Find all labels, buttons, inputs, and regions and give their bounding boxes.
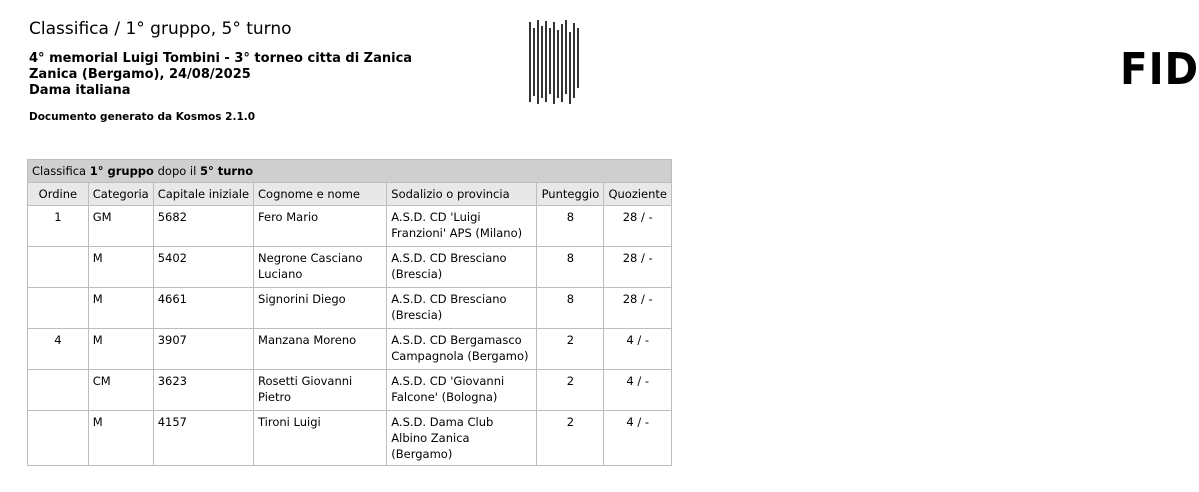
cell-sodalizio: A.S.D. CD Bresciano (Brescia) [387, 288, 537, 329]
fid-logo-text: FID [1120, 44, 1199, 95]
cell-quoziente: 28 / - [604, 247, 672, 288]
table-row [28, 411, 672, 466]
cell-categoria: M [88, 411, 153, 466]
cell-categoria: M [88, 329, 153, 370]
cell-capitale: 5682 [153, 206, 253, 247]
cell-punteggio: 8 [537, 247, 604, 288]
cell-sodalizio: A.S.D. CD Bresciano (Brescia) [387, 247, 537, 288]
cell-nome: Rosetti Giovanni Pietro [254, 370, 387, 411]
event-name: 4° memorial Luigi Tombini - 3° torneo citta di Zanica [29, 51, 413, 66]
cell-ordine: 1 [28, 206, 89, 247]
cell-capitale: 5402 [153, 247, 253, 288]
event-info [29, 51, 412, 99]
col-categoria: Categoria [88, 183, 153, 206]
cell-ordine [28, 411, 89, 466]
table-row [28, 206, 672, 247]
col-nome: Cognome e nome [254, 183, 387, 206]
table-row [28, 329, 672, 370]
cell-sodalizio: A.S.D. CD 'Giovanni Falcone' (Bologna) [387, 370, 537, 411]
table-caption: Classifica 1° gruppo dopo il 5° turno [28, 160, 672, 183]
cell-quoziente: 4 / - [604, 370, 672, 411]
cell-categoria: M [88, 288, 153, 329]
cell-categoria: CM [88, 370, 153, 411]
cell-sodalizio: A.S.D. CD Bergamasco Campagnola (Bergamo) [387, 329, 537, 370]
col-quoziente: Quoziente [604, 183, 672, 206]
cell-nome: Signorini Diego [254, 288, 387, 329]
fid-logo-bars-icon [528, 18, 590, 104]
cell-sodalizio: A.S.D. Dama Club Albino Zanica (Bergamo) [387, 411, 537, 466]
cell-capitale: 3623 [153, 370, 253, 411]
generator-note: Documento generato da Kosmos 2.1.0 [29, 111, 256, 123]
cell-categoria: GM [88, 206, 153, 247]
col-ordine: Ordine [28, 183, 89, 206]
page-title: Classifica / 1° gruppo, 5° turno [29, 19, 292, 39]
table-row [28, 288, 672, 329]
cell-quoziente: 4 / - [604, 329, 672, 370]
cell-capitale: 3907 [153, 329, 253, 370]
cell-nome: Tironi Luigi [254, 411, 387, 466]
col-punteggio: Punteggio [537, 183, 604, 206]
event-location-date: Zanica (Bergamo), 24/08/2025 [29, 67, 251, 82]
cell-ordine: 4 [28, 329, 89, 370]
cell-sodalizio: A.S.D. CD 'Luigi Franzioni' APS (Milano) [387, 206, 537, 247]
event-discipline: Dama italiana [29, 83, 131, 98]
col-sodalizio: Sodalizio o provincia [387, 183, 537, 206]
fid-logo [528, 18, 1199, 104]
cell-quoziente: 28 / - [604, 206, 672, 247]
table-caption-row [28, 160, 672, 183]
cell-quoziente: 28 / - [604, 288, 672, 329]
cell-ordine [28, 247, 89, 288]
cell-punteggio: 2 [537, 329, 604, 370]
cell-ordine [28, 370, 89, 411]
cell-nome: Manzana Moreno [254, 329, 387, 370]
cell-capitale: 4661 [153, 288, 253, 329]
cell-punteggio: 8 [537, 206, 604, 247]
cell-nome: Fero Mario [254, 206, 387, 247]
table-row [28, 370, 672, 411]
standings-table [27, 159, 672, 466]
table-row [28, 247, 672, 288]
cell-categoria: M [88, 247, 153, 288]
cell-punteggio: 2 [537, 411, 604, 466]
cell-capitale: 4157 [153, 411, 253, 466]
table-header-row [28, 183, 672, 206]
cell-punteggio: 2 [537, 370, 604, 411]
col-capitale: Capitale iniziale [153, 183, 253, 206]
cell-nome: Negrone Casciano Luciano [254, 247, 387, 288]
cell-quoziente: 4 / - [604, 411, 672, 466]
cell-ordine [28, 288, 89, 329]
cell-punteggio: 8 [537, 288, 604, 329]
